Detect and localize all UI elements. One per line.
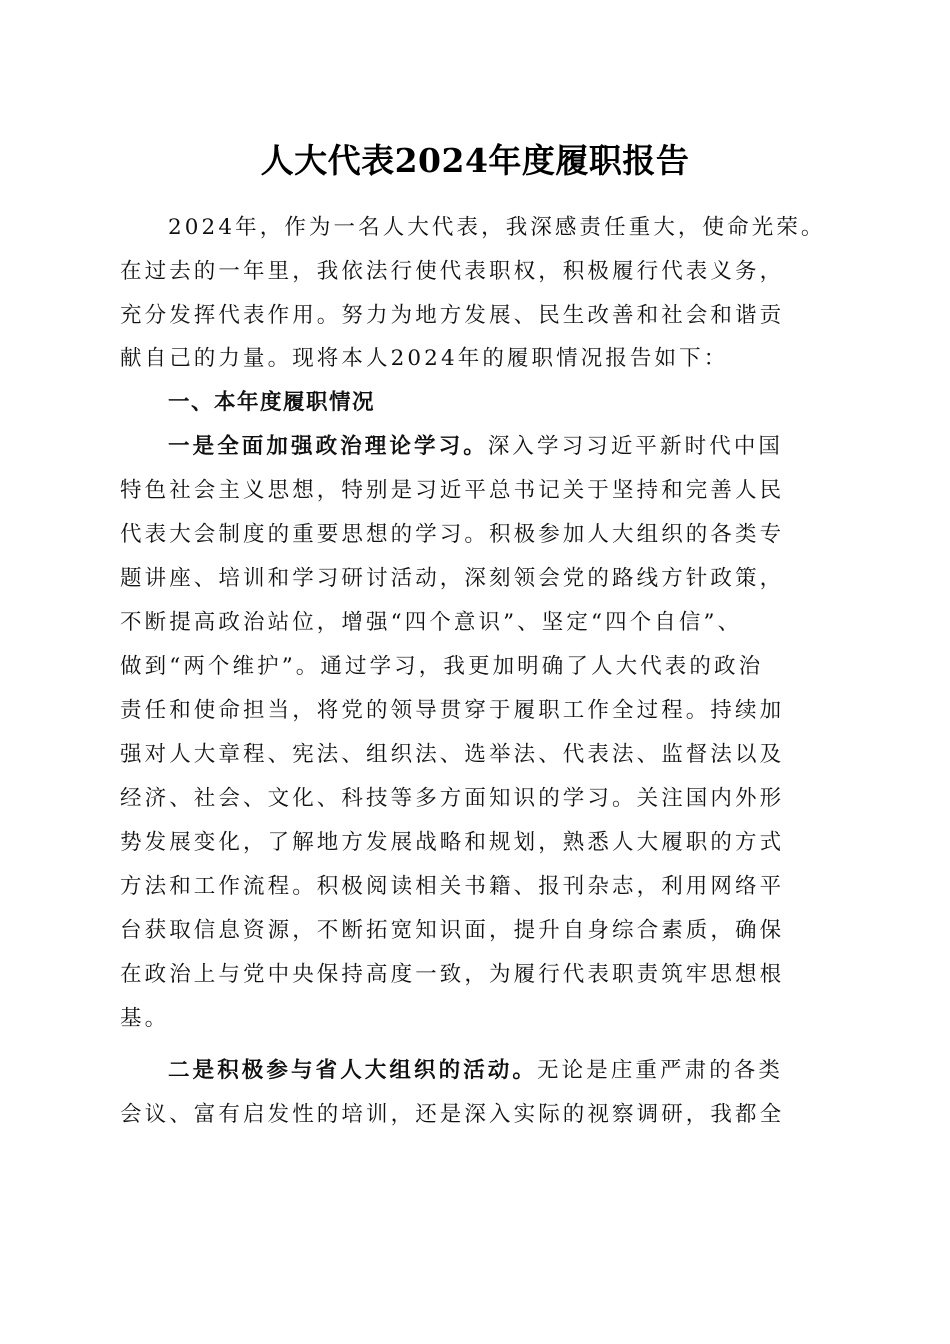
paragraph-line: 经济、社会、文化、科技等多方面知识的学习。关注国内外形 bbox=[120, 786, 785, 811]
paragraph-line: 题讲座、培训和学习研讨活动，深刻领会党的路线方针政策， bbox=[120, 566, 785, 591]
paragraph-1-first-rest: 深入学习习近平新时代中国 bbox=[487, 434, 784, 459]
paragraph-line: 代表大会制度的重要思想的学习。积极参加人大组织的各类专 bbox=[120, 522, 785, 547]
paragraph-line: 强对人大章程、宪法、组织法、选举法、代表法、监督法以及 bbox=[120, 742, 785, 767]
paragraph-1-lead: 一是全面加强政治理论学习。 bbox=[168, 434, 488, 459]
paragraph-line: 在政治上与党中央保持高度一致，为履行代表职责筑牢思想根 bbox=[120, 962, 785, 987]
paragraph-line: 会议、富有启发性的培训，还是深入实际的视察调研，我都全 bbox=[120, 1102, 785, 1127]
paragraph-line: 基。 bbox=[120, 1006, 170, 1031]
paragraph-2-lead: 二是积极参与省人大组织的活动。 bbox=[168, 1058, 538, 1083]
document-title: 人大代表2024年度履职报告 bbox=[260, 141, 690, 180]
paragraph-line: 势发展变化，了解地方发展战略和规划，熟悉人大履职的方式 bbox=[120, 830, 785, 855]
intro-line: 2024年，作为一名人大代表，我深感责任重大，使命光荣。 bbox=[168, 215, 826, 240]
intro-line: 充分发挥代表作用。努力为地方发展、民生改善和社会和谐贡 bbox=[120, 303, 785, 328]
paragraph-2-first-rest: 无论是庄重严肃的各类 bbox=[537, 1058, 784, 1083]
section-heading: 一、本年度履职情况 bbox=[168, 390, 376, 415]
paragraph-2-first-line bbox=[168, 1053, 783, 1089]
intro-line: 献自己的力量。现将本人2024年的履职情况报告如下： bbox=[120, 346, 729, 371]
intro-line: 在过去的一年里，我依法行使代表职权，积极履行代表义务， bbox=[120, 259, 785, 284]
paragraph-line: 做到“两个维护”。通过学习，我更加明确了人大代表的政治 bbox=[120, 654, 764, 679]
paragraph-line: 方法和工作流程。积极阅读相关书籍、报刊杂志，利用网络平 bbox=[120, 874, 785, 899]
paragraph-line: 责任和使命担当，将党的领导贯穿于履职工作全过程。持续加 bbox=[120, 698, 785, 723]
paragraph-line: 特色社会主义思想，特别是习近平总书记关于坚持和完善人民 bbox=[120, 478, 785, 503]
paragraph-1-first-line bbox=[168, 429, 783, 465]
paragraph-line: 台获取信息资源，不断拓宽知识面，提升自身综合素质，确保 bbox=[120, 918, 785, 943]
paragraph-line: 不断提高政治站位，增强“四个意识”、坚定“四个自信”、 bbox=[120, 610, 743, 635]
